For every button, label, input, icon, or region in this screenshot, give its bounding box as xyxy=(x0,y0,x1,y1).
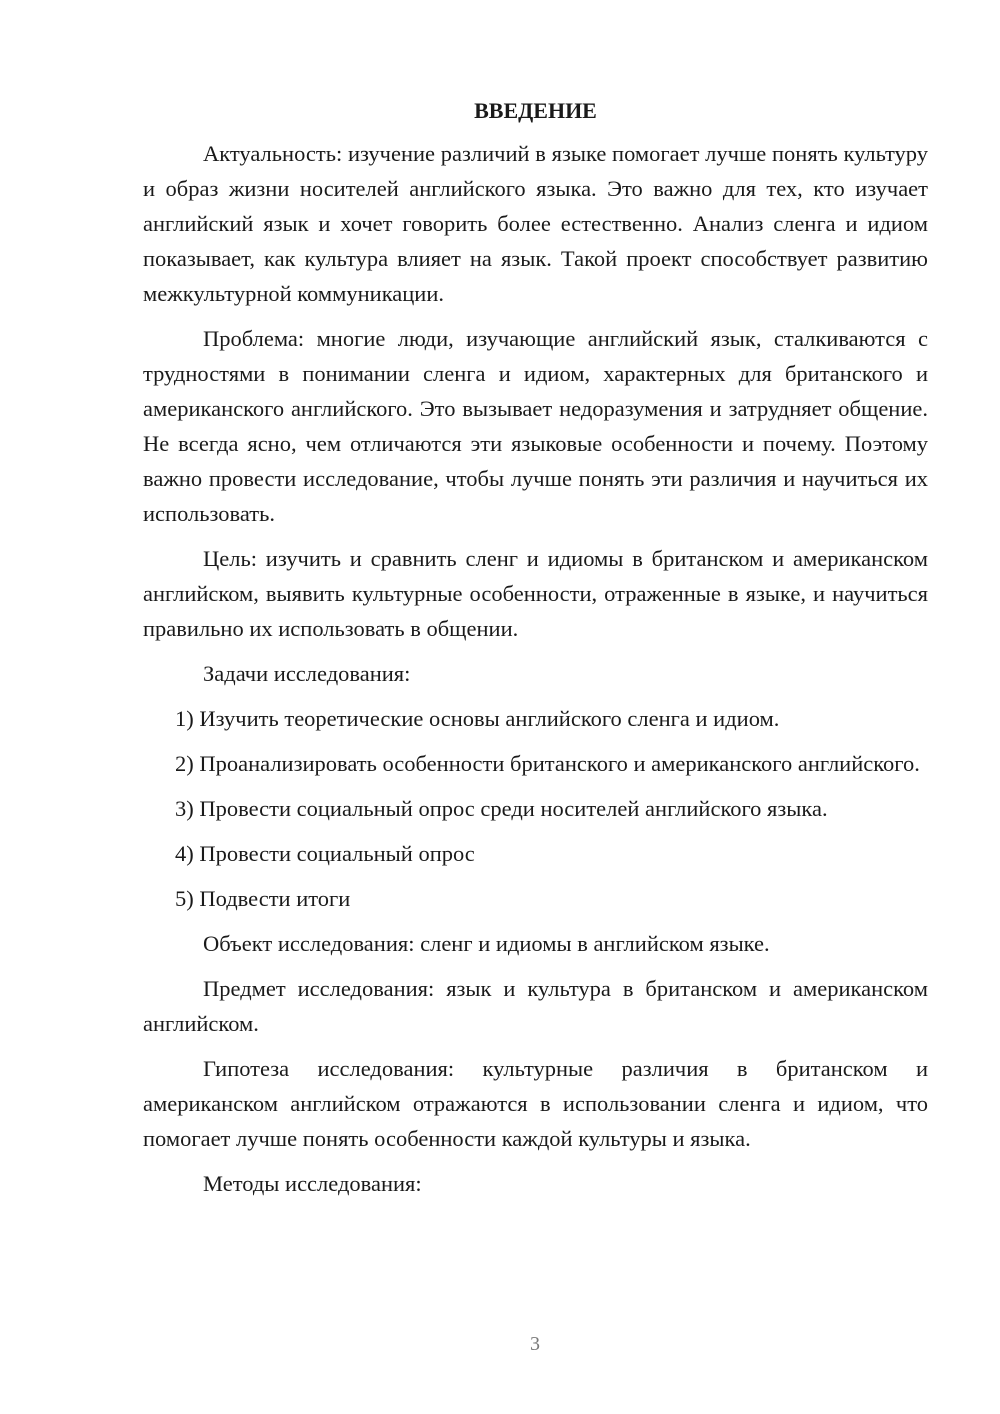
object-paragraph: Объект исследования: сленг и идиомы в английском языке. xyxy=(203,931,770,956)
task-item: 2) Проанализировать особенности британского и американского английского. xyxy=(175,751,920,776)
task-item: 4) Провести социальный опрос xyxy=(175,841,475,866)
section-title: ВВЕДЕНИЕ xyxy=(474,98,597,123)
task-item: 5) Подвести итоги xyxy=(175,886,351,911)
document-page xyxy=(143,96,928,1211)
relevance-paragraph: Актуальность: изучение различий в языке помогает лучше понять культуру и образ жизни носителей английского языка. Это важно для тех, кто изучает английский язык и хочет говорить более естественно. Анализ сленга и идиом показывает, как культура влияет на язык. Такой проект способствует развитию межкультурной коммуникации. xyxy=(143,141,928,306)
tasks-list xyxy=(143,701,928,916)
tasks-heading: Задачи исследования: xyxy=(203,661,411,686)
problem-paragraph: Проблема: многие люди, изучающие английский язык, сталкиваются с трудностями в понимании сленга и идиом, характерных для британского и американского английского. Это вызывает недоразумения и затрудняет общение. Не всегда ясно, чем отличаются эти языковые особенности и почему. Поэтому важно провести исследование, чтобы лучше понять эти различия и научиться их использовать. xyxy=(143,326,928,526)
methods-heading: Методы исследования: xyxy=(203,1171,422,1196)
page-number: 3 xyxy=(530,1333,540,1355)
task-item: 3) Провести социальный опрос среди носителей английского языка. xyxy=(175,796,828,821)
hypothesis-paragraph: Гипотеза исследования: культурные различия в британском и американском английском отражаются в использовании сленга и идиом, что помогает лучше понять особенности каждой культуры и языка. xyxy=(143,1056,928,1151)
goal-paragraph: Цель: изучить и сравнить сленг и идиомы в британском и американском английском, выявить культурные особенности, отраженные в языке, и научиться правильно их использовать в общении. xyxy=(143,546,928,641)
task-item: 1) Изучить теоретические основы английского сленга и идиом. xyxy=(175,706,780,731)
subject-paragraph: Предмет исследования: язык и культура в британском и американском английском. xyxy=(143,976,928,1036)
